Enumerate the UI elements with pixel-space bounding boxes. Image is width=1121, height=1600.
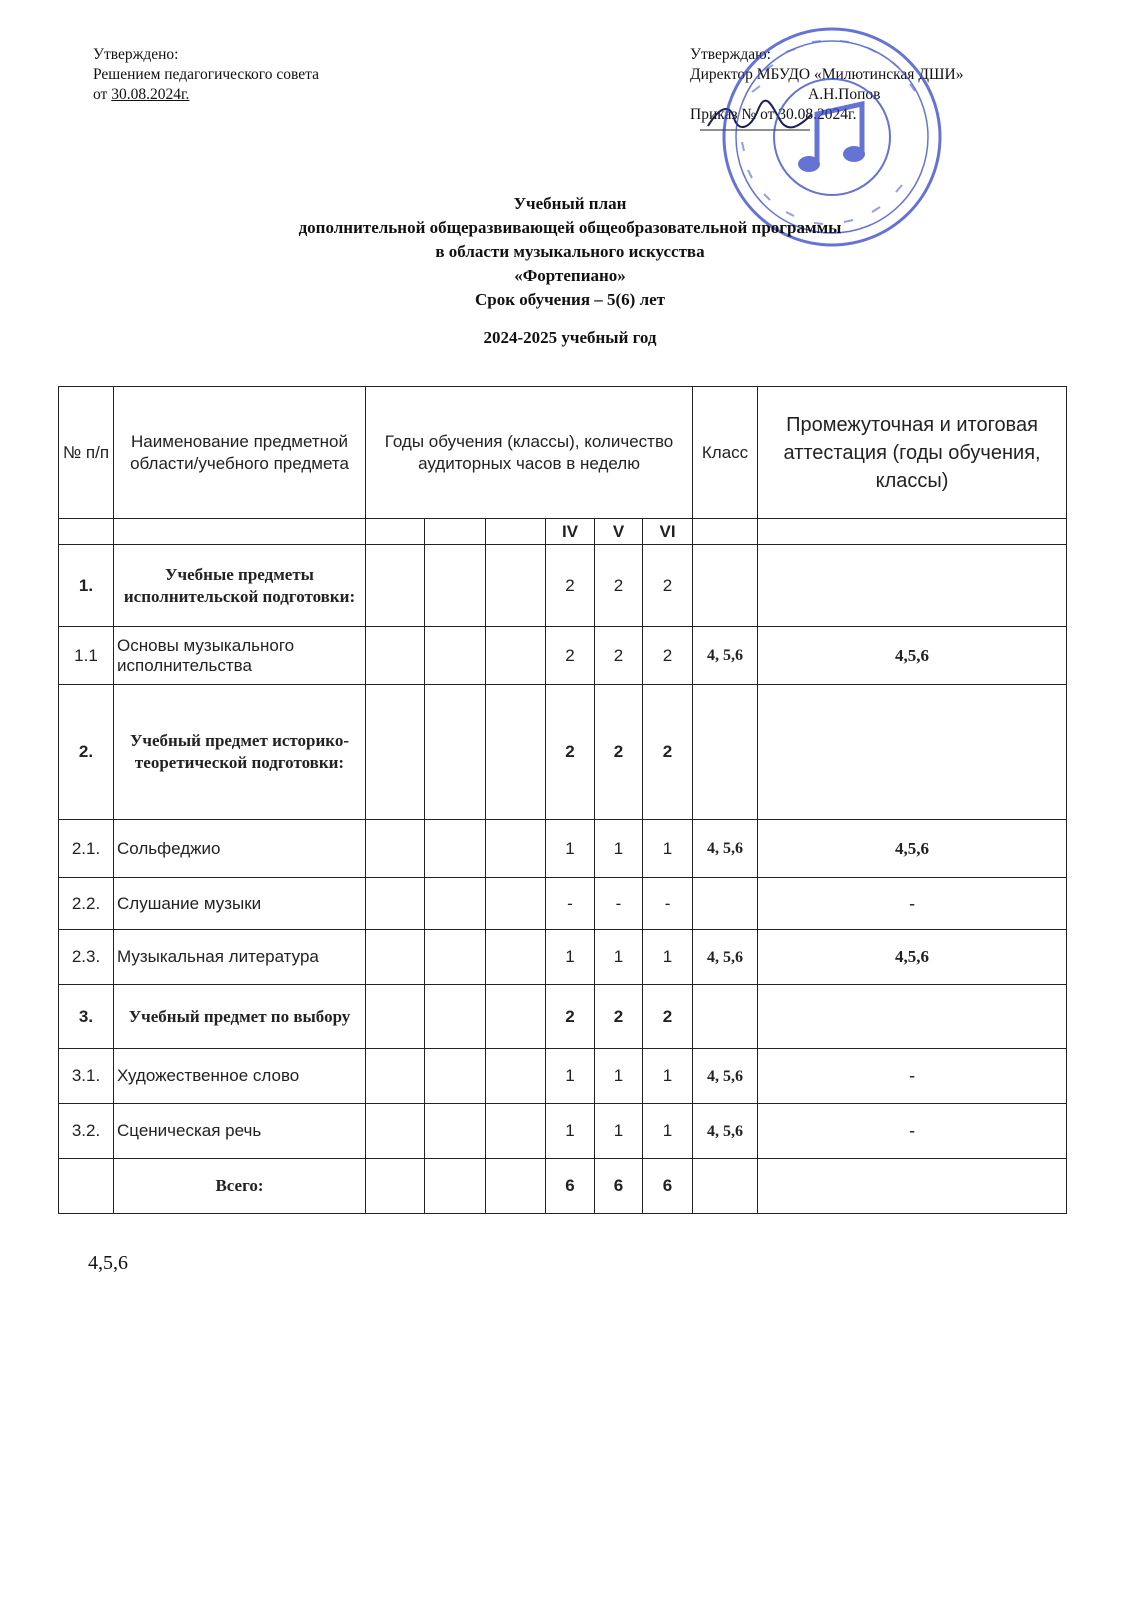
document-title (120, 192, 1020, 350)
table-row: 2.3. Музыкальная литература 1 1 1 4, 5,6 4,5,6 (59, 930, 1067, 985)
header-subject: Наименование предметной области/учебного предмета (114, 387, 366, 519)
table-row: 1. Учебные предметы исполнительской подготовки: 2 2 2 (59, 545, 1067, 627)
year-col-v: V (595, 519, 643, 545)
table-row: 3. Учебный предмет по выбору 2 2 2 (59, 985, 1067, 1049)
year-col-vi: VI (643, 519, 693, 545)
academic-year: 2024-2025 учебный год (483, 328, 657, 347)
title-plan: Учебный план (513, 194, 627, 213)
table-row: 1.1 Основы музыкального исполнительства 2 2 2 4, 5,6 4,5,6 (59, 627, 1067, 685)
header-class: Класс (693, 387, 758, 519)
year-columns-row (59, 519, 1067, 545)
title-program: дополнительной общеразвивающей общеобразовательной программы (298, 218, 842, 237)
title-field: в области музыкального искусства (435, 242, 705, 261)
approve-label: Утверждаю: (690, 46, 771, 63)
curriculum-table (58, 386, 1067, 1214)
table-header-row (59, 387, 1067, 519)
order-line: Приказ № от 30.08.2024г. (690, 106, 857, 123)
table-row: 2.1. Сольфеджио 1 1 1 4, 5,6 4,5,6 (59, 820, 1067, 878)
table-row: 2. Учебный предмет историко-теоретической подготовки: 2 2 2 (59, 685, 1067, 820)
approved-label: Утверждено: (93, 46, 179, 63)
total-row: Всего: 6 6 6 (59, 1159, 1067, 1214)
stray-text: 4,5,6 (88, 1252, 128, 1274)
header-attestation: Промежуточная и итоговая аттестация (годы обучения, классы) (758, 387, 1067, 519)
director-title: Директор МБУДО «Милютинская ДШИ» (690, 66, 964, 83)
director-name: А.Н.Попов (808, 86, 881, 103)
approval-left (93, 45, 513, 105)
year-col-iv: IV (546, 519, 595, 545)
table-row: 3.2. Сценическая речь 1 1 1 4, 5,6 - (59, 1104, 1067, 1159)
title-duration: Срок обучения – 5(6) лет (474, 290, 666, 309)
header-num: № п/п (59, 387, 114, 519)
title-instrument: «Фортепиано» (514, 266, 626, 285)
council-decision: Решением педагогического совета (93, 66, 319, 83)
council-date: 30.08.2024г. (111, 86, 190, 103)
council-date-line: от 30.08.2024г. (93, 86, 190, 103)
table-row: 2.2. Слушание музыки - - - - (59, 878, 1067, 930)
header-years: Годы обучения (классы), количество аудиторных часов в неделю (366, 387, 693, 519)
table-row: 3.1. Художественное слово 1 1 1 4, 5,6 - (59, 1049, 1067, 1104)
